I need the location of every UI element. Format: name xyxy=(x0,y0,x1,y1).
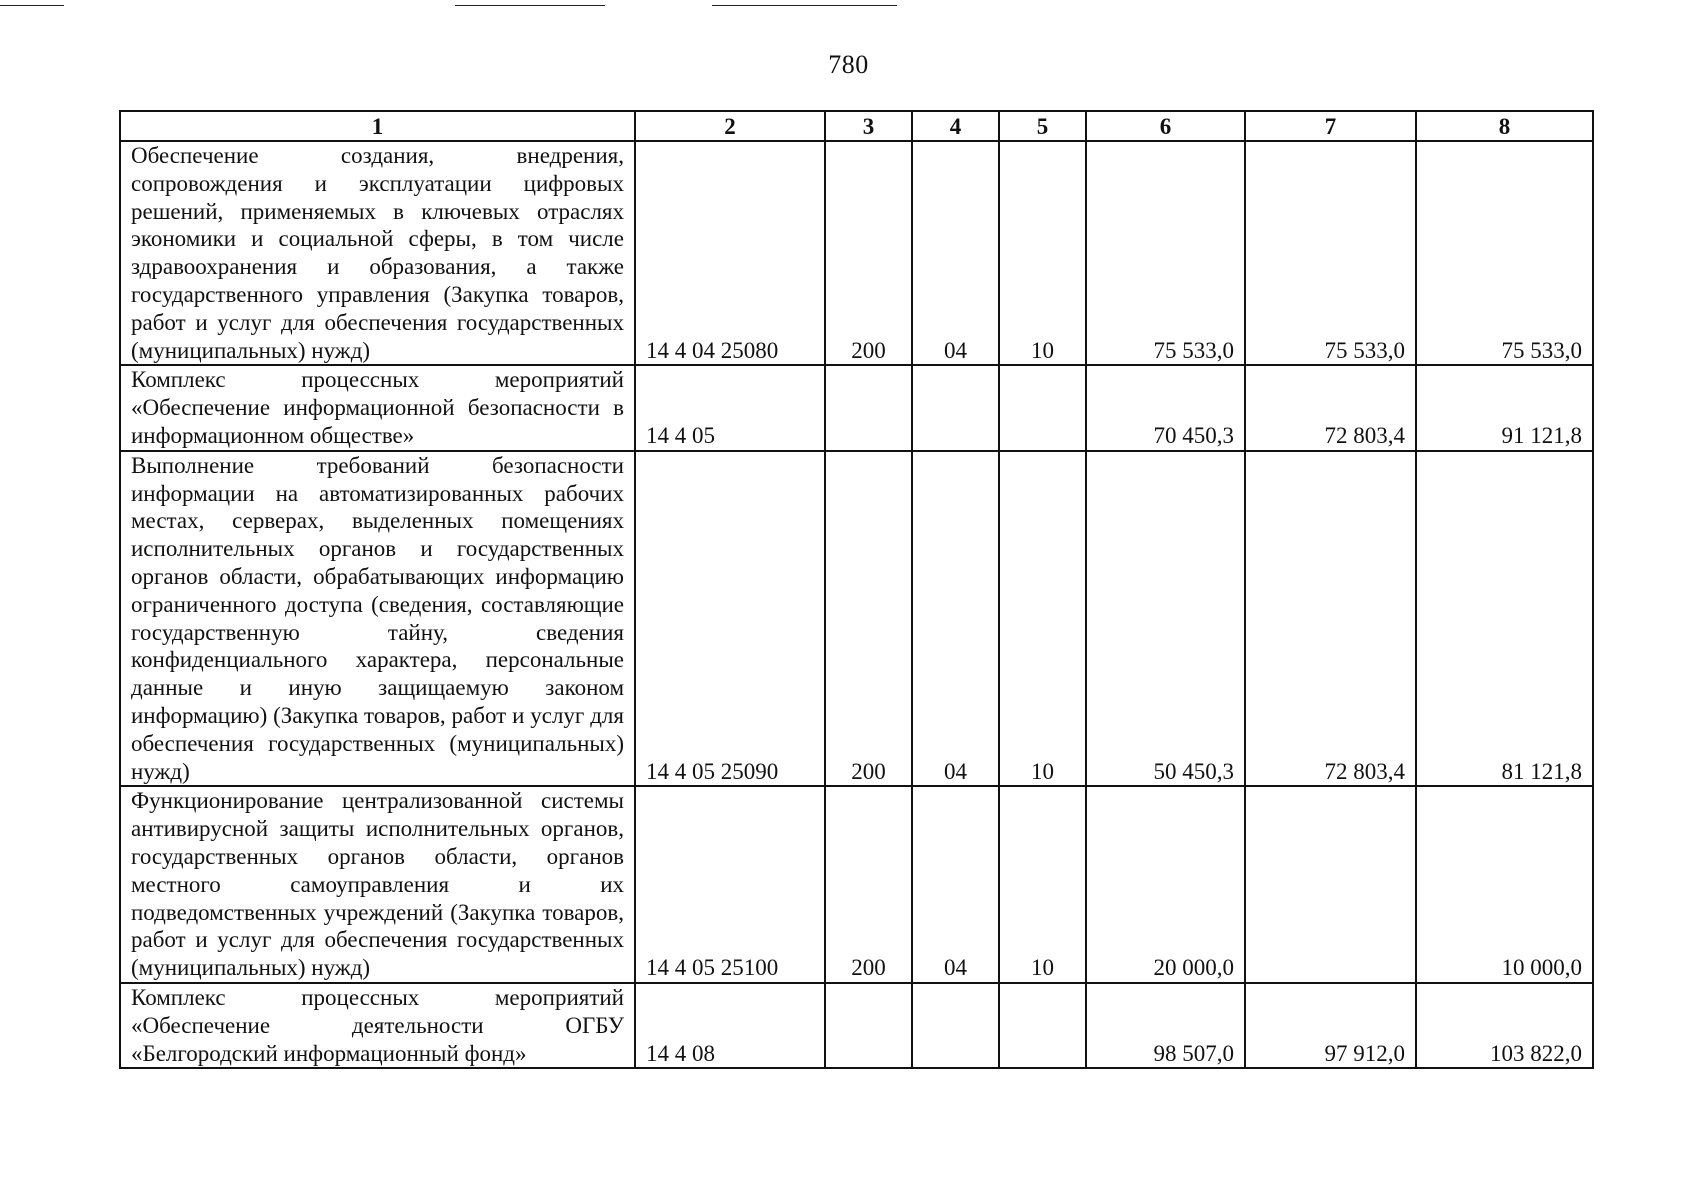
row-name: Комплекс процессных мероприятий «Обеспечение деятельности ОГБУ «Белгородский информационный фонд» xyxy=(120,983,635,1068)
row-col-8: 75 533,0 xyxy=(1416,141,1593,365)
row-name: Комплекс процессных мероприятий «Обеспечение информационной безопасности в информационном обществе» xyxy=(120,365,635,450)
scan-artifact-line-middle xyxy=(455,5,605,6)
table-row xyxy=(120,365,1593,450)
row-code: 14 4 05 xyxy=(635,365,825,450)
row-col-8: 10 000,0 xyxy=(1416,786,1593,983)
row-col-7 xyxy=(1245,786,1416,983)
row-code: 14 4 04 25080 xyxy=(635,141,825,365)
table-row xyxy=(120,451,1593,787)
row-col-7: 75 533,0 xyxy=(1245,141,1416,365)
row-col-7: 97 912,0 xyxy=(1245,983,1416,1068)
header-col-8: 8 xyxy=(1416,111,1593,141)
row-col-6: 98 507,0 xyxy=(1086,983,1245,1068)
row-code: 14 4 05 25090 xyxy=(635,451,825,787)
row-col-8: 103 822,0 xyxy=(1416,983,1593,1068)
table-row xyxy=(120,141,1593,365)
row-code: 14 4 05 25100 xyxy=(635,786,825,983)
table-row xyxy=(120,786,1593,983)
header-col-1: 1 xyxy=(120,111,635,141)
row-col-8: 81 121,8 xyxy=(1416,451,1593,787)
row-col-4 xyxy=(912,983,999,1068)
row-col-5 xyxy=(999,983,1086,1068)
header-col-2: 2 xyxy=(635,111,825,141)
header-col-3: 3 xyxy=(825,111,912,141)
row-col-4 xyxy=(912,365,999,450)
row-col-5: 10 xyxy=(999,451,1086,787)
row-col-7: 72 803,4 xyxy=(1245,365,1416,450)
row-code: 14 4 08 xyxy=(635,983,825,1068)
row-name: Обеспечение создания, внедрения, сопровождения и эксплуатации цифровых решений, применяемых в ключевых отраслях экономики и социальной сферы, в том числе здравоохранения и образования, а также государственного управления (Закупка товаров, работ и услуг для обеспечения государственных (муниципальных) нужд) xyxy=(120,141,635,365)
header-row xyxy=(120,111,1593,141)
row-col-3: 200 xyxy=(825,141,912,365)
row-col-5: 10 xyxy=(999,786,1086,983)
table-row xyxy=(120,983,1593,1068)
scan-artifact-line-right xyxy=(712,5,897,6)
row-col-4: 04 xyxy=(912,141,999,365)
row-col-3: 200 xyxy=(825,451,912,787)
row-col-5: 10 xyxy=(999,141,1086,365)
row-col-4: 04 xyxy=(912,786,999,983)
row-name: Выполнение требований безопасности информации на автоматизированных рабочих местах, серверах, выделенных помещениях исполнительных органов и государственных органов области, обрабатывающих информацию ограниченного доступа (сведения, составляющие государственную тайну, сведения конфиденциального характера, персональные данные и иную защищаемую законом информацию) (Закупка товаров, работ и услуг для обеспечения государственных (муниципальных) нужд) xyxy=(120,451,635,787)
row-col-8: 91 121,8 xyxy=(1416,365,1593,450)
row-name: Функционирование централизованной системы антивирусной защиты исполнительных органов, государственных органов области, органов местного самоуправления и их подведомственных учреждений (Закупка товаров, работ и услуг для обеспечения государственных (муниципальных) нужд) xyxy=(120,786,635,983)
header-col-7: 7 xyxy=(1245,111,1416,141)
row-col-3: 200 xyxy=(825,786,912,983)
row-col-6: 50 450,3 xyxy=(1086,451,1245,787)
header-col-4: 4 xyxy=(912,111,999,141)
row-col-3 xyxy=(825,983,912,1068)
page-number: 780 xyxy=(828,50,869,79)
row-col-5 xyxy=(999,365,1086,450)
scan-artifact-line-left xyxy=(0,5,64,6)
row-col-3 xyxy=(825,365,912,450)
row-col-7: 72 803,4 xyxy=(1245,451,1416,787)
row-col-6: 20 000,0 xyxy=(1086,786,1245,983)
row-col-4: 04 xyxy=(912,451,999,787)
row-col-6: 75 533,0 xyxy=(1086,141,1245,365)
budget-table xyxy=(119,110,1594,1069)
row-col-6: 70 450,3 xyxy=(1086,365,1245,450)
header-col-6: 6 xyxy=(1086,111,1245,141)
header-col-5: 5 xyxy=(999,111,1086,141)
